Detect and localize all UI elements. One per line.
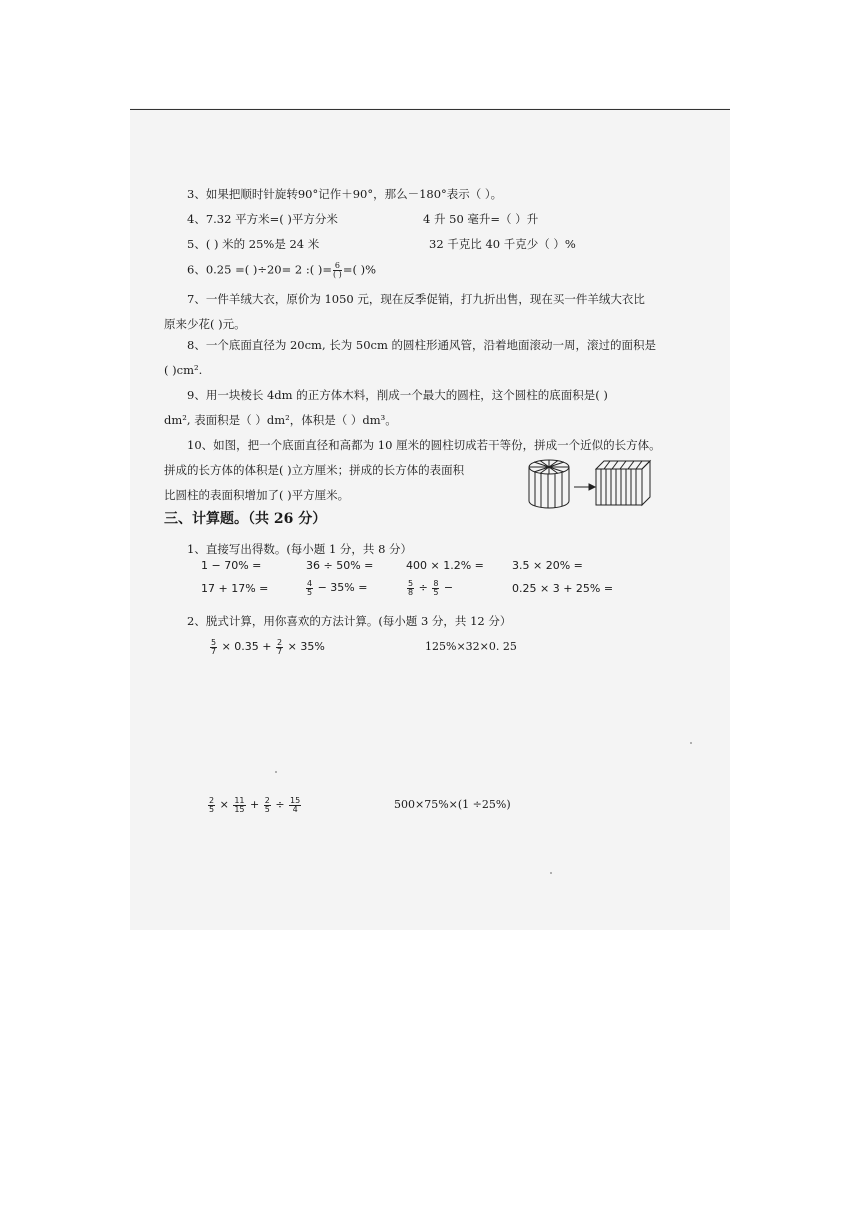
calc-c	[207, 793, 302, 817]
numerator: 2	[264, 795, 270, 805]
question-4-left: 4、7.32 平方米=( )平方分米	[187, 212, 338, 226]
fraction	[407, 580, 414, 597]
denominator: 7	[211, 646, 217, 656]
denominator: 15	[234, 804, 245, 814]
part-1-title: 1、直接写出得数。(每小题 1 分，共 8 分）	[187, 542, 413, 556]
numerator: 11	[234, 795, 245, 805]
question-5-left: 5、( ) 米的 25%是 24 米	[187, 237, 320, 251]
question-7-line-1: 7、一件羊绒大衣，原价为 1050 元，现在反季促销，打九折出售，现在买一件羊绒大衣比	[187, 292, 645, 306]
operator: ÷	[275, 798, 285, 811]
question-10-line-3: 比圆柱的表面积增加了( )平方厘米。	[164, 488, 350, 502]
fraction	[264, 797, 271, 814]
fraction	[276, 639, 283, 656]
cylinder-to-cuboid-figure	[526, 455, 652, 511]
oral-r1c1: 1 − 70% =	[201, 559, 262, 572]
denominator: 4	[292, 804, 298, 814]
fraction	[306, 580, 313, 597]
question-9-line-1: 9、用一块棱长 4dm 的正方体木料，削成一个最大的圆柱，这个圆柱的底面积是( )	[187, 388, 608, 402]
oral-r2c2-rest: − 35% =	[317, 581, 368, 594]
fraction	[432, 580, 439, 597]
oral-r1c4: 3.5 × 20% =	[512, 559, 583, 572]
fraction	[210, 639, 217, 656]
fraction	[208, 797, 215, 814]
fraction	[289, 797, 301, 814]
section-3-title: 三、计算题。（共 26 分）	[164, 511, 327, 527]
cylinder-icon	[529, 460, 569, 508]
numerator: 2	[277, 637, 283, 647]
oral-r1c2: 36 ÷ 50% =	[306, 559, 374, 572]
operator: −	[443, 581, 454, 594]
calc-d: 500×75%×(1 ÷25%)	[394, 798, 511, 811]
question-6-start: 6、0.25 =( )÷20= 2 :( )=	[187, 262, 333, 277]
question-10-line-2: 拼成的长方体的体积是( )立方厘米；拼成的长方体的表面积	[164, 463, 465, 477]
question-6-fraction	[333, 262, 342, 279]
denominator: 5	[307, 587, 313, 597]
oral-r2c1: 17 + 17% =	[201, 582, 269, 595]
scan-speck	[690, 742, 692, 744]
part-2-title: 2、脱式计算，用你喜欢的方法计算。(每小题 3 分，共 12 分）	[187, 614, 512, 628]
oral-r1c3: 400 × 1.2% =	[406, 559, 484, 572]
operator: ×	[219, 798, 229, 811]
operator: +	[250, 798, 260, 811]
calc-b: 125%×32×0. 25	[425, 640, 517, 653]
numerator: 5	[211, 637, 217, 647]
expression-part: × 0.35 +	[221, 640, 272, 653]
numerator: 2	[209, 795, 215, 805]
question-3: 3、如果把顺时针旋转90°记作＋90°，那么－180°表示（ ）。	[187, 187, 503, 201]
denominator: 8	[408, 587, 414, 597]
question-4-right: 4 升 50 毫升=（ ）升	[423, 212, 539, 226]
question-6-end: =( )%	[342, 262, 377, 277]
question-6-denominator: ( )	[333, 270, 342, 279]
question-8-line-2: ( )cm².	[164, 363, 203, 377]
expression-part: × 35%	[287, 640, 325, 653]
question-6-numerator: 6	[334, 261, 340, 270]
cuboid-icon	[596, 461, 650, 505]
operator: ÷	[418, 581, 428, 594]
question-8-line-1: 8、一个底面直径为 20cm, 长为 50cm 的圆柱形通风管，沿着地面滚动一周，滚过的面积是	[187, 338, 657, 352]
scan-speck	[550, 872, 552, 874]
denominator: 5	[209, 804, 215, 814]
fraction	[233, 797, 245, 814]
question-5-right: 32 千克比 40 千克少（ ）%	[429, 237, 576, 251]
arrow-right-icon	[574, 484, 595, 490]
question-10-line-1: 10、如图，把一个底面直径和高都为 10 厘米的圆柱切成若干等份，拼成一个近似的长方体。	[187, 438, 661, 452]
oral-r2c4: 0.25 × 3 + 25% =	[512, 582, 614, 595]
oral-r2c2	[305, 577, 367, 599]
numerator: 5	[408, 578, 414, 588]
header-rule	[130, 109, 730, 110]
question-9-line-2: dm², 表面积是（ ）dm²，体积是（ ）dm³。	[164, 413, 397, 427]
denominator: 7	[277, 646, 283, 656]
denominator: 5	[433, 587, 439, 597]
oral-r2c3	[406, 577, 453, 599]
numerator: 4	[307, 578, 313, 588]
denominator: 5	[264, 804, 270, 814]
question-7-line-2: 原来少花( )元。	[164, 317, 246, 331]
scan-speck	[275, 771, 277, 773]
question-6	[187, 262, 376, 279]
numerator: 15	[290, 795, 301, 805]
calc-a	[209, 636, 325, 658]
numerator: 8	[433, 578, 439, 588]
